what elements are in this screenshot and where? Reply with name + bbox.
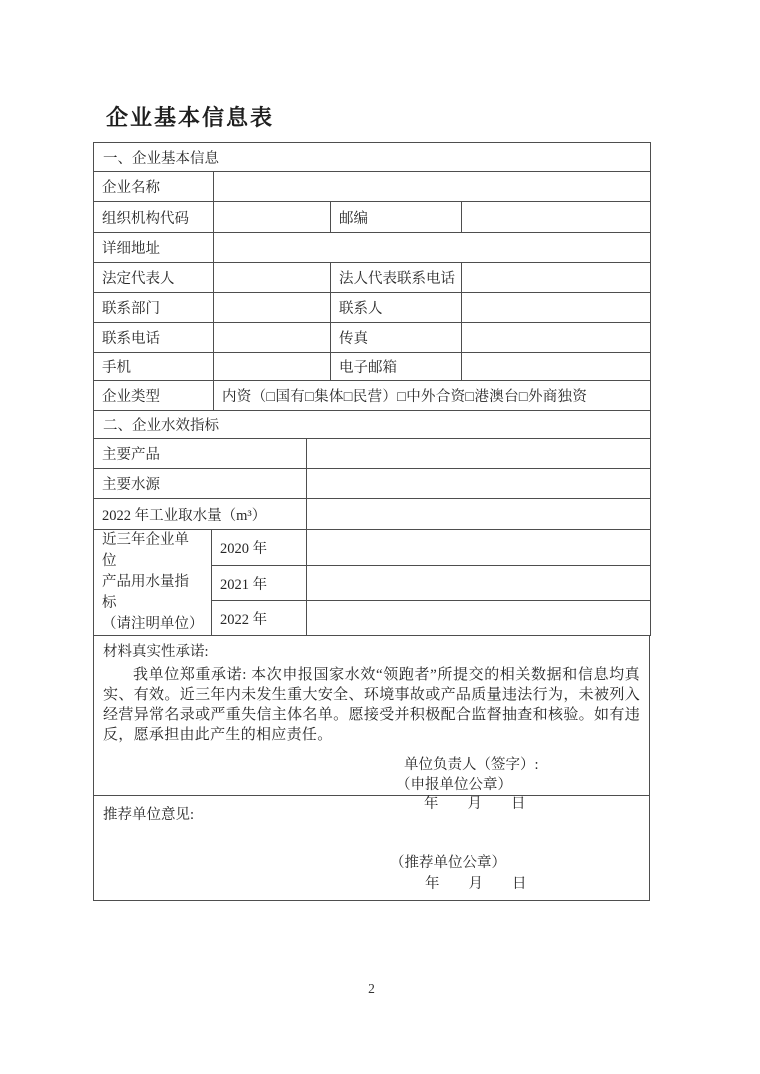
table-row <box>94 323 651 353</box>
commitment-title: 材料真实性承诺: <box>103 644 209 660</box>
contact-phone-value-cell <box>214 323 331 353</box>
page-number: 2 <box>368 981 375 996</box>
recommendation-block <box>93 795 650 901</box>
fax-value-cell <box>462 323 651 353</box>
section1-header: 一、企业基本信息 <box>94 143 651 172</box>
address-label: 详细地址 <box>94 233 214 263</box>
table-row <box>94 143 651 172</box>
table-row <box>94 439 651 469</box>
contact-person-label: 联系人 <box>331 293 462 323</box>
group-label-line2: 产品用水量指标 <box>102 574 189 611</box>
email-label: 电子邮箱 <box>331 353 462 381</box>
contact-phone-label: 联系电话 <box>94 323 214 353</box>
table-row <box>94 469 651 499</box>
year-2020-value-cell <box>307 530 651 566</box>
table-row <box>94 353 651 381</box>
recommendation-title: 推荐单位意见: <box>103 807 195 823</box>
main-water-source-value-cell <box>307 469 651 499</box>
group-label-line1: 近三年企业单位 <box>102 532 189 569</box>
legal-rep-phone-value-cell <box>462 263 651 293</box>
commitment-body: 我单位郑重承诺: 本次申报国家水效“领跑者”所提交的相关数据和信息均真实、有效。近三年内未发生重大安全、环境事故或产品质量违法行为，未被列入经营异常名录或严重失信主体名单。愿接受并积极配合监督抽查和核验。如有违反，愿承担由此产生的相应责任。 <box>103 667 640 743</box>
year-2021-value-cell <box>307 566 651 601</box>
water-intake-2022-label: 2022 年工业取水量（m³） <box>94 499 307 530</box>
table-row <box>94 411 651 439</box>
table-row <box>94 499 651 530</box>
contact-dept-label: 联系部门 <box>94 293 214 323</box>
table-row <box>94 172 651 202</box>
fax-label: 传真 <box>331 323 462 353</box>
legal-rep-label: 法定代表人 <box>94 263 214 293</box>
water-efficiency-table <box>93 410 651 636</box>
commitment-date-line: 年 月 日 <box>424 796 526 812</box>
document-content <box>93 104 650 901</box>
company-type-label: 企业类型 <box>94 381 214 411</box>
org-code-value-cell <box>214 202 331 233</box>
section2-header: 二、企业水效指标 <box>94 411 651 439</box>
legal-rep-value-cell <box>214 263 331 293</box>
company-name-label: 企业名称 <box>94 172 214 202</box>
main-products-label: 主要产品 <box>94 439 307 469</box>
email-value-cell <box>462 353 651 381</box>
year-2022-value-cell <box>307 601 651 636</box>
postcode-label: 邮编 <box>331 202 462 233</box>
signer-line: 单位负责人（签字）: <box>404 757 539 773</box>
address-value-cell <box>214 233 651 263</box>
commitment-block <box>93 635 650 812</box>
legal-rep-phone-label: 法人代表联系电话 <box>331 263 462 293</box>
contact-dept-value-cell <box>214 293 331 323</box>
unit-water-use-group-label <box>94 530 212 636</box>
company-name-value-cell <box>214 172 651 202</box>
mobile-value-cell <box>214 353 331 381</box>
table-row <box>94 263 651 293</box>
org-code-label: 组织机构代码 <box>94 202 214 233</box>
table-row <box>94 381 651 411</box>
postcode-value-cell <box>462 202 651 233</box>
company-type-options: 内资（□国有□集体□民营）□中外合资□港澳台□外商独资 <box>214 381 651 411</box>
table-row <box>94 293 651 323</box>
applicant-seal-line: （申报单位公章） <box>396 776 512 793</box>
table-row <box>94 530 651 566</box>
main-water-source-label: 主要水源 <box>94 469 307 499</box>
table-row <box>94 202 651 233</box>
year-2020-label: 2020 年 <box>212 530 307 566</box>
basic-info-table <box>93 142 651 411</box>
recommendation-date-line: 年 月 日 <box>425 876 527 892</box>
group-label-line3: （请注明单位） <box>102 616 204 632</box>
year-2022-label: 2022 年 <box>212 601 307 636</box>
page-title: 企业基本信息表 <box>106 105 275 130</box>
contact-person-value-cell <box>462 293 651 323</box>
recommender-seal-line: （推荐单位公章） <box>390 855 506 871</box>
table-row <box>94 233 651 263</box>
year-2021-label: 2021 年 <box>212 566 307 601</box>
recommendation-signature-block <box>390 853 640 895</box>
main-products-value-cell <box>307 439 651 469</box>
mobile-label: 手机 <box>94 353 214 381</box>
water-intake-2022-value-cell <box>307 499 651 530</box>
